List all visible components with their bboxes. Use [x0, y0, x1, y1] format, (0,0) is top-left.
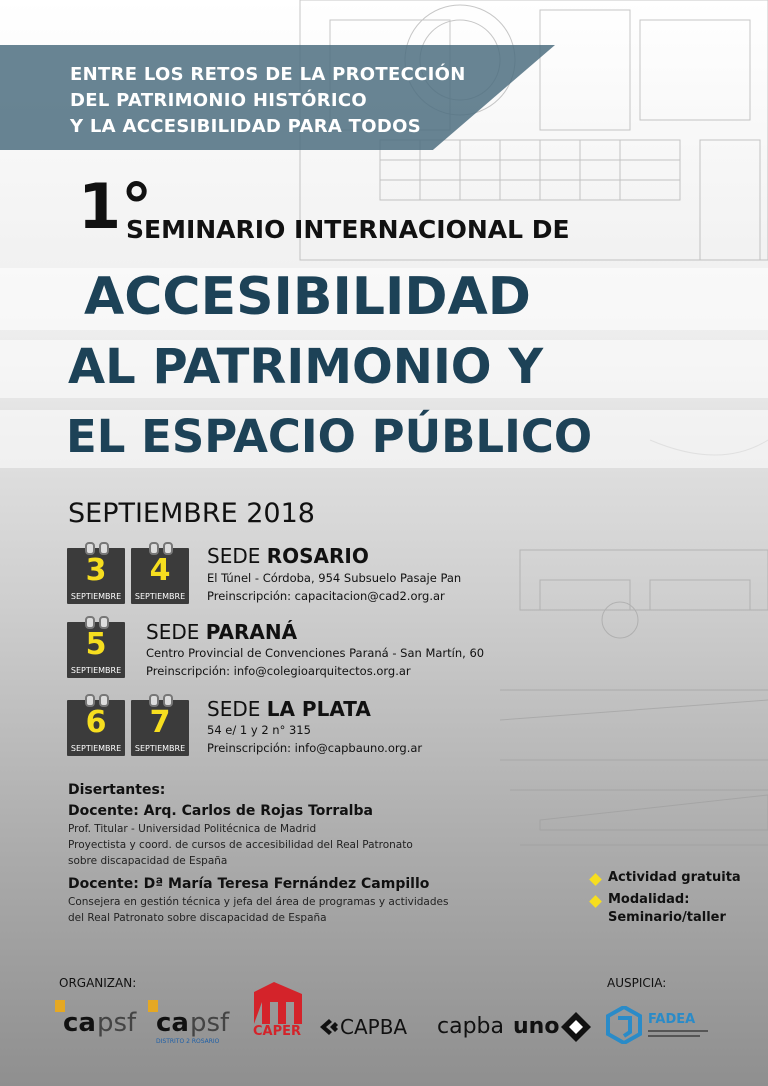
- sede-city: PARANÁ: [205, 620, 298, 644]
- capsf-text-b: psf: [97, 1008, 137, 1038]
- seminar-subtitle: SEMINARIO INTERNACIONAL DE: [126, 215, 570, 244]
- title-line-3: EL ESPACIO PÚBLICO: [66, 410, 593, 463]
- sede-parana-heading: [146, 620, 297, 644]
- feature-free: Actividad gratuita: [608, 870, 741, 885]
- caper-building-icon: [250, 980, 306, 1026]
- capbauno-text-b: uno: [513, 1014, 560, 1039]
- capbauno-diamond-icon: [561, 1012, 591, 1042]
- sede-address: El Túnel - Córdoba, 954 Subsuelo Pasaje Pan: [207, 571, 462, 585]
- fadea-emblem-icon: [606, 1006, 642, 1044]
- day-number: 7: [149, 705, 171, 740]
- day-number: 5: [85, 627, 107, 662]
- capsf-text-b: psf: [190, 1008, 230, 1038]
- banner-line-3: Y LA ACCESIBILIDAD PARA TODOS: [70, 116, 421, 137]
- speaker-1-detail: Prof. Titular - Universidad Politécnica de Madrid: [68, 823, 317, 835]
- speakers-heading: Disertantes:: [68, 782, 166, 798]
- speaker-2-detail: del Real Patronato sobre discapacidad de España: [68, 912, 327, 924]
- ordinal-number: 1°: [78, 170, 153, 243]
- day-number: 4: [149, 553, 171, 588]
- sede-address: Centro Provincial de Convenciones Paraná - San Martín, 60: [146, 646, 485, 660]
- capsf-logo: [55, 1000, 135, 1040]
- speaker-2-name: Docente: Dª María Teresa Fernández Campillo: [68, 876, 430, 892]
- auspicia-label: AUSPICIA:: [607, 976, 667, 990]
- calendar-day-4: [131, 548, 189, 604]
- capba-chevron-icon: [320, 1019, 338, 1035]
- capsf-text-a: ca: [156, 1008, 189, 1038]
- capba-text: CAPBA: [340, 1015, 408, 1039]
- month-label: SEPTIEMBRE: [134, 744, 186, 753]
- caper-logo: [250, 980, 306, 1060]
- sede-city: ROSARIO: [266, 544, 369, 568]
- calendar-day-3: [67, 548, 125, 604]
- month-label: SEPTIEMBRE: [134, 592, 186, 601]
- sede-preregistration: Preinscripción: info@colegioarquitectos.org.ar: [146, 664, 411, 678]
- organizan-label: ORGANIZAN:: [59, 976, 137, 990]
- speaker-1-detail: sobre discapacidad de España: [68, 855, 228, 867]
- capbauno-logo: [437, 1012, 597, 1044]
- banner-line-2: DEL PATRIMONIO HISTÓRICO: [70, 90, 368, 111]
- sede-label: SEDE: [146, 620, 200, 644]
- day-number: 3: [85, 553, 107, 588]
- calendar-day-6: [67, 700, 125, 756]
- fadea-logo: [606, 1006, 726, 1046]
- sede-label: SEDE: [207, 544, 261, 568]
- fadea-text: FADEA: [648, 1012, 696, 1027]
- sede-preregistration: Preinscripción: info@capbauno.org.ar: [207, 741, 423, 755]
- title-line-2: AL PATRIMONIO Y: [68, 339, 544, 395]
- sede-preregistration: Preinscripción: capacitacion@cad2.org.ar: [207, 589, 445, 603]
- date-heading: SEPTIEMBRE 2018: [68, 498, 315, 529]
- sede-laplata-heading: [207, 697, 371, 721]
- sede-label: SEDE: [207, 697, 261, 721]
- month-label: SEPTIEMBRE: [70, 592, 122, 601]
- sede-address: 54 e/ 1 y 2 n° 315: [207, 723, 311, 737]
- speaker-1-detail: Proyectista y coord. de cursos de accesibilidad del Real Patronato: [68, 839, 413, 851]
- calendar-day-5: [67, 622, 125, 678]
- sede-city: LA PLATA: [266, 697, 371, 721]
- speaker-2-detail: Consejera en gestión técnica y jefa del área de programas y actividades: [68, 896, 449, 908]
- caper-text: CAPER: [253, 1024, 302, 1039]
- banner-line-1: ENTRE LOS RETOS DE LA PROTECCIÓN: [70, 64, 466, 85]
- fadea-subtitle-line: [648, 1035, 700, 1037]
- capsf-text-a: ca: [63, 1008, 96, 1038]
- capsf-subtitle: DISTRITO 2 ROSARIO: [156, 1038, 220, 1045]
- capbauno-text-a: capba: [437, 1014, 504, 1039]
- day-number: 6: [85, 705, 107, 740]
- title-line-1: ACCESIBILIDAD: [84, 267, 531, 327]
- feature-modality-value: Seminario/taller: [608, 910, 726, 925]
- calendar-day-7: [131, 700, 189, 756]
- sede-rosario-heading: [207, 544, 369, 568]
- capsf-distrito2-logo: [148, 1000, 238, 1048]
- fadea-subtitle-line: [648, 1030, 708, 1032]
- month-label: SEPTIEMBRE: [70, 744, 122, 753]
- speaker-1-name: Docente: Arq. Carlos de Rojas Torralba: [68, 803, 373, 819]
- feature-modality: Modalidad:: [608, 892, 690, 907]
- capba-logo: [320, 1015, 430, 1041]
- month-label: SEPTIEMBRE: [70, 666, 122, 675]
